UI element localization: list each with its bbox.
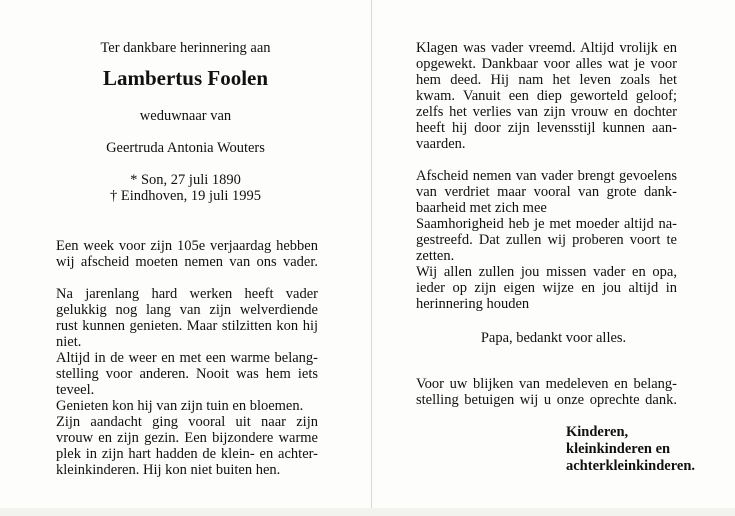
widower-text: weduwnaar van — [139, 108, 232, 124]
text-line: niet. — [56, 334, 82, 350]
text-line: Een week voor zijn 105e verjaardag hebben — [56, 238, 318, 254]
text-line: zetten. — [416, 248, 455, 264]
text-line: gelukkig nog lang van zijn welverdiende — [56, 302, 318, 318]
text-line: Klagen was vader vreemd. Altijd vrolijk en — [416, 40, 677, 56]
birth-line: * Son, 27 juli 1890 — [130, 172, 241, 188]
text-line: kwam. Vanuit een diep geworteld geloof; — [416, 88, 677, 104]
signature-line: Kinderen, — [566, 424, 629, 440]
card-bottom-edge — [0, 508, 735, 516]
text-line: zelfs het verlies van zijn vrouw en dochter — [416, 104, 677, 120]
text-line: herinnering houden — [416, 296, 530, 312]
text-line: opgewekt. Dankbaar voor alles wat je voor — [416, 56, 677, 72]
text-line: Altijd in de weer en met een warme belang- — [56, 350, 318, 366]
text-line: vaarden. — [416, 136, 466, 152]
deceased-name: Lambertus Foolen — [102, 66, 269, 90]
text-line: hem deed. Hij nam het leven zoals het — [416, 72, 677, 88]
text-line: Genieten kon hij van zijn tuin en bloemen. — [56, 398, 304, 414]
death-line: † Eindhoven, 19 juli 1995 — [109, 188, 262, 204]
intro-text: Ter dankbare herinnering aan — [100, 40, 271, 56]
text-line: Voor uw blijken van medeleven en belang- — [416, 376, 677, 392]
fold-line — [371, 0, 372, 516]
thanks-line: Papa, bedankt voor alles. — [480, 330, 627, 346]
signature-line: achterkleinkinderen. — [566, 458, 696, 474]
text-line: Wij allen zullen jou missen vader en opa, — [416, 264, 677, 280]
signature-line: kleinkinderen en — [566, 441, 671, 457]
text-line: baarheid met zich mee — [416, 200, 547, 216]
text-line: ieder op zijn eigen wijze en jou altijd in — [416, 280, 677, 296]
text-line: wij afscheid moeten nemen van ons vader. — [56, 254, 318, 270]
text-line: plek in zijn hart hadden de klein- en achter- — [56, 446, 318, 462]
text-line: kleinkinderen. Hij kon niet buiten hen. — [56, 462, 281, 478]
text-line: Afscheid nemen van vader brengt gevoelens — [416, 168, 677, 184]
text-line: heeft hij door zijn levensstijl kunnen aan- — [416, 120, 677, 136]
spouse-name: Geertruda Antonia Wouters — [106, 140, 265, 156]
text-line: rust kunnen genieten. Maar stilzitten kon hij — [56, 318, 318, 334]
text-line: vrouw en zijn gezin. Een bijzondere warme — [56, 430, 318, 446]
text-line: Zijn aandacht ging vooral uit naar zijn — [56, 414, 318, 430]
text-line: van verdriet maar vooral van grote dank- — [416, 184, 677, 200]
text-line: stelling betuigen wij u onze oprechte dank. — [416, 392, 677, 408]
text-line: gestreefd. Dat zullen wij proberen voort te — [416, 232, 677, 248]
text-line: teveel. — [56, 382, 95, 398]
text-line: Saamhorigheid heb je met moeder altijd na- — [416, 216, 677, 232]
text-line: stelling voor anderen. Nooit was hem iets — [56, 366, 318, 382]
text-line: Na jarenlang hard werken heeft vader — [56, 286, 318, 302]
